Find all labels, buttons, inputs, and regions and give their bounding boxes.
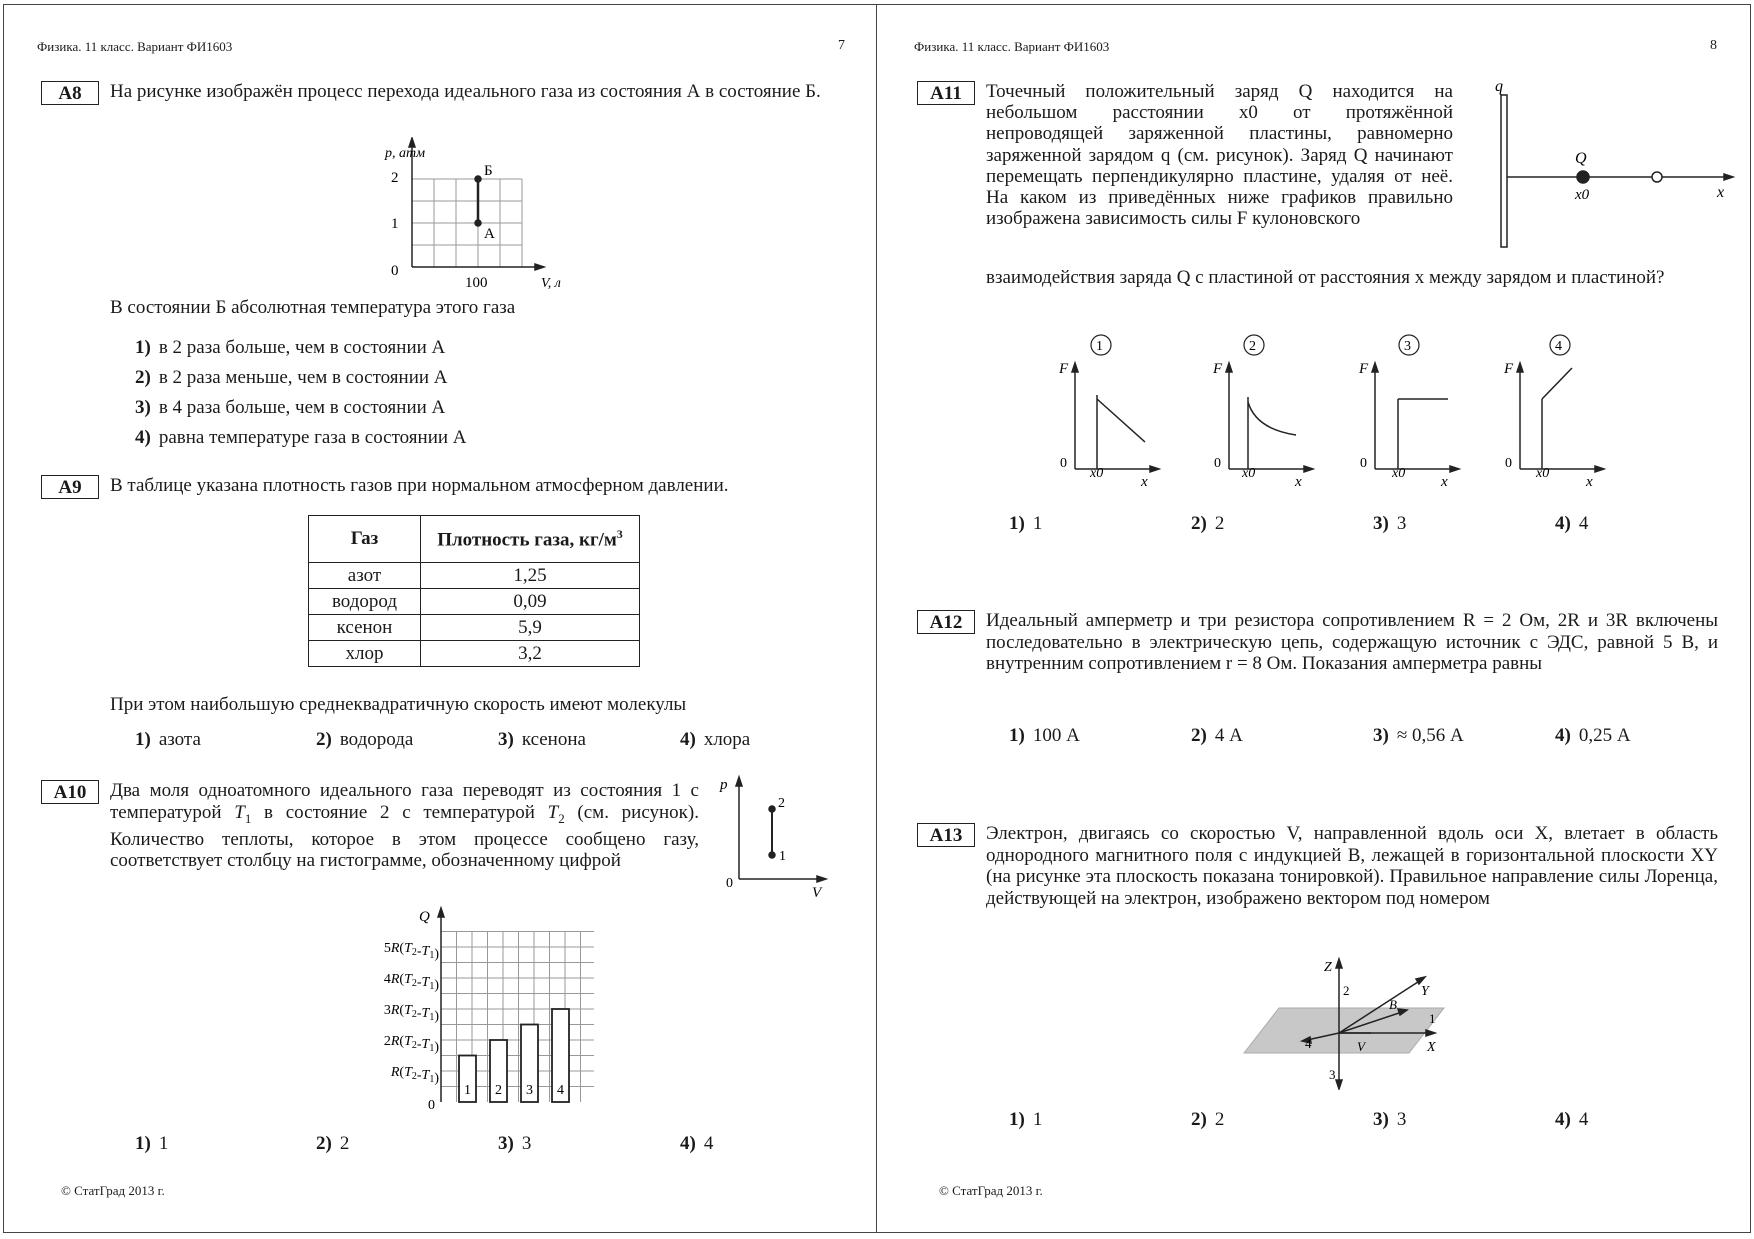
a11-graph-2 (1211, 327, 1316, 492)
answer-option[interactable]: 4) хлора (680, 729, 751, 750)
answer-option[interactable]: 3) ≈ 0,56 А (1373, 725, 1464, 746)
a10-histogram (344, 903, 594, 1118)
vector-2-label: 2 (1343, 983, 1350, 998)
vector-1-label: 1 (1429, 1011, 1436, 1026)
a11-graph-1 (1057, 327, 1162, 492)
svg-text:3: 3 (1404, 339, 1411, 354)
axis-label-q: Q (419, 909, 430, 925)
answer-option[interactable]: 3) 3 (1373, 1109, 1407, 1130)
svg-text:F: F (1059, 361, 1069, 377)
axis-label-p: p (720, 777, 728, 793)
axis-label-y: Y (1421, 984, 1429, 999)
a8-pv-graph (369, 137, 574, 292)
origin-label: 0 (428, 1098, 435, 1113)
histogram-bar-label: 1 (464, 1083, 471, 1098)
answer-option[interactable]: 2) 2 (1191, 513, 1225, 534)
axis-label-v: V, л (541, 276, 561, 291)
answer-option[interactable]: 1) 1 (1009, 513, 1043, 534)
tick-1: 1 (391, 216, 399, 232)
page-number: 8 (1710, 38, 1717, 53)
question-a13-text: Электрон, двигаясь со скоростью V, направленной вдоль оси X, влетает в область однородного магнитного поля с индукцией B, лежащей в горизонтальной плоскости XY (на рисунке эта плоскость показана тонировкой). Правильное направление силы Лоренца, действующей на электрон, изображено вектором под номером (986, 823, 1718, 909)
question-tag-a8: A8 (41, 81, 99, 105)
question-tag-a13: A13 (917, 823, 975, 847)
y-tick-label: $4R(T_2-T_1)$ (383, 972, 439, 993)
answer-option[interactable]: 4) 4 (1555, 513, 1589, 534)
svg-text:F: F (1359, 361, 1369, 377)
state-a-label: А (484, 226, 495, 242)
a11-charge-figure (1457, 77, 1752, 257)
axis-label-x: x (1717, 184, 1725, 201)
axis-label-z: Z (1324, 960, 1332, 975)
answer-option[interactable]: 1) в 2 раза больше, чем в состоянии А (135, 337, 446, 358)
answer-option[interactable]: 4) 4 (1555, 1109, 1589, 1130)
axis-label-x: X (1427, 1040, 1436, 1055)
table-row: азот 1,25 (309, 563, 640, 589)
vector-v-label: V (1357, 1039, 1365, 1054)
table-header-density: Плотность газа, $кг/м^3$ (421, 516, 640, 563)
answer-option[interactable]: 2) 4 А (1191, 725, 1243, 746)
question-a9-text: В таблице указана плотность газов при нормальном атмосферном давлении. (110, 475, 729, 496)
tick-0: 0 (391, 263, 399, 279)
histogram-bar-label: 2 (495, 1083, 502, 1098)
answer-option[interactable]: 2) 2 (1191, 1109, 1225, 1130)
tick-100: 100 (465, 275, 488, 291)
y-tick-label: $R(T_2-T_1)$ (390, 1065, 439, 1086)
question-a12-text: Идеальный амперметр и три резистора сопротивлением R = 2 Ом, 2R и 3R включены последовательно в электрическую цепь, содержащую источник с ЭДС, равной 5 В, и внутренним сопротивлением r = 8 Ом. Показания амперметра равны (986, 610, 1718, 674)
table-row: ксенон 5,9 (309, 615, 640, 641)
answer-option[interactable]: 3) 3 (1373, 513, 1407, 534)
question-tag-a12: A12 (917, 610, 975, 634)
axis-label-p: p, атм (385, 146, 426, 161)
question-a11-text: Точечный положительный заряд Q находится на небольшом расстоянии x0 от протяжённой непроводящей заряженной пластины, равномерно заряженной зарядом q (см. рисунок). Заряд Q начинают перемещать перпендикулярно пластине, удаляя от неё. На каком из приведённых ниже графиков правильно изображена зависимость силы F кулоновского (986, 81, 1453, 230)
svg-text:0: 0 (1060, 456, 1067, 471)
answer-option[interactable]: 1) 1 (1009, 1109, 1043, 1130)
answer-option[interactable]: 4) 4 (680, 1133, 714, 1154)
origin-label: 0 (726, 876, 733, 891)
answer-option[interactable]: 1) 100 А (1009, 725, 1080, 746)
svg-text:2: 2 (1249, 339, 1256, 354)
question-a8-subq: В состоянии Б абсолютная температура этого газа (110, 297, 516, 318)
x0-label: x0 (1575, 187, 1590, 203)
y-tick-label: $3R(T_2-T_1)$ (383, 1003, 439, 1024)
svg-text:F: F (1213, 361, 1223, 377)
a13-lorentz-figure (1239, 955, 1489, 1090)
plate-charge-label: q (1495, 78, 1503, 95)
svg-text:0: 0 (1214, 456, 1221, 471)
table-row: хлор 3,2 (309, 641, 640, 667)
question-tag-a10: A10 (41, 780, 99, 804)
question-a10-text: Два моля одноатомного идеального газа переводят из состояния 1 с температурой $T_1$ в состояние 2 с температурой $T_2$ (см. рисунок). Количество теплоты, которое в этом процессе сообщено газу, соответствует столбцу на гистограмме, обозначенному цифрой (110, 780, 699, 872)
page-footer: © СтатГрад 2013 г. (61, 1183, 165, 1198)
answer-option[interactable]: 2) в 2 раза меньше, чем в состоянии А (135, 367, 448, 388)
answer-option[interactable]: 4) равна температуре газа в состоянии А (135, 427, 467, 448)
point-charge-label: Q (1575, 150, 1587, 167)
question-a8-text: На рисунке изображён процесс перехода идеального газа из состояния А в состояние Б. (110, 81, 821, 102)
answer-option[interactable]: 1) 1 (135, 1133, 169, 1154)
table-header-gas: Газ (309, 516, 421, 563)
state-2-label: 2 (778, 796, 785, 811)
svg-text:0: 0 (1505, 456, 1512, 471)
a11-graph-3 (1357, 327, 1462, 492)
svg-text:x0: x0 (1242, 466, 1256, 481)
answer-option[interactable]: 2) водорода (316, 729, 414, 750)
answer-option[interactable]: 3) ксенона (498, 729, 586, 750)
y-tick-label: $5R(T_2-T_1)$ (383, 941, 439, 962)
histogram-bar-label: 3 (526, 1083, 533, 1098)
histogram-bar-label: 4 (557, 1083, 564, 1098)
vector-3-label: 3 (1329, 1067, 1336, 1082)
state-b-label: Б (484, 163, 493, 179)
page-header: Физика. 11 класс. Вариант ФИ1603 (914, 39, 1110, 54)
svg-text:x0: x0 (1536, 466, 1550, 481)
svg-text:x0: x0 (1392, 466, 1406, 481)
answer-option[interactable]: 2) 2 (316, 1133, 350, 1154)
svg-text:4: 4 (1555, 339, 1562, 354)
answer-option[interactable]: 3) в 4 раза больше, чем в состоянии А (135, 397, 446, 418)
gas-density-table (308, 515, 640, 667)
svg-text:x0: x0 (1090, 466, 1104, 481)
answer-option[interactable]: 3) 3 (498, 1133, 532, 1154)
answer-option[interactable]: 4) 0,25 А (1555, 725, 1631, 746)
svg-text:1: 1 (1096, 339, 1103, 354)
svg-text:x: x (1141, 474, 1148, 490)
svg-text:0: 0 (1360, 456, 1367, 471)
state-1-label: 1 (779, 849, 786, 864)
svg-text:x: x (1295, 474, 1302, 490)
question-a11-text-end: взаимодействия заряда Q с пластиной от расстояния x между зарядом и пластиной? (986, 267, 1665, 288)
page-right (876, 4, 1751, 1233)
a10-pv-graph (712, 773, 832, 903)
svg-text:F: F (1504, 361, 1514, 377)
vector-4-label: 4 (1305, 1036, 1312, 1051)
question-tag-a11: A11 (917, 81, 975, 105)
y-tick-label: $2R(T_2-T_1)$ (383, 1034, 439, 1055)
table-row: водород 0,09 (309, 589, 640, 615)
answer-option[interactable]: 1) азота (135, 729, 201, 750)
page-number: 7 (838, 38, 845, 53)
a11-graph-4 (1502, 327, 1607, 492)
page-left (3, 4, 877, 1233)
tick-2: 2 (391, 170, 399, 186)
page-footer: © СтатГрад 2013 г. (939, 1183, 1043, 1198)
axis-label-v: V (812, 885, 822, 901)
page-header: Физика. 11 класс. Вариант ФИ1603 (37, 39, 233, 54)
question-a9-subq: При этом наибольшую среднеквадратичную скорость имеют молекулы (110, 694, 687, 715)
vector-b-label: B (1389, 997, 1397, 1012)
svg-text:x: x (1441, 474, 1448, 490)
question-tag-a9: A9 (41, 475, 99, 499)
svg-text:x: x (1586, 474, 1593, 490)
